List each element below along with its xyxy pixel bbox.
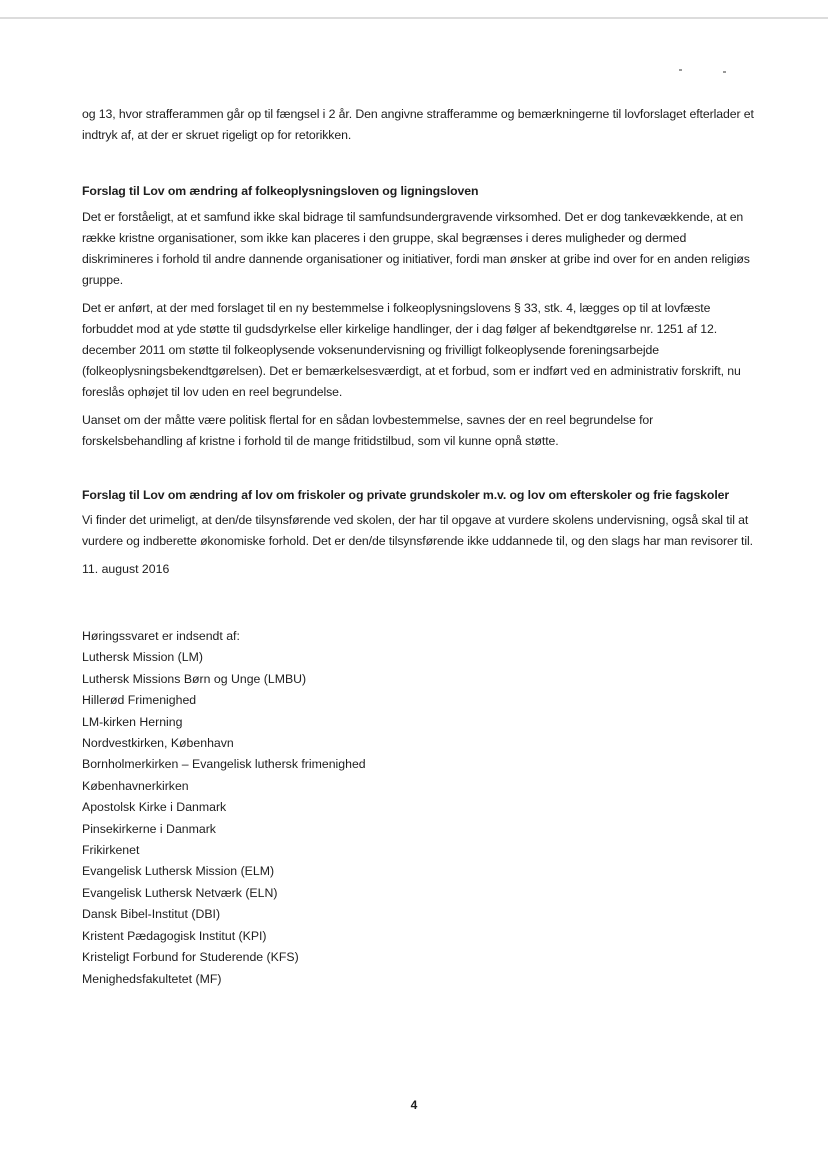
- scan-speck: [679, 69, 682, 71]
- page-number: 4: [410, 1098, 418, 1112]
- document-body: [82, 104, 754, 990]
- section1-paragraph-3: Uanset om der måtte være politisk flertal for en sådan lovbestemmelse, savnes der en reel begrundelse for forskelsbehandling af kristne i forhold til de mange fritidstilbud, som vil kunne opnå støtte.: [82, 413, 654, 448]
- organization-item: Nordvestkirken, København: [82, 736, 234, 751]
- organization-item: Kristeligt Forbund for Studerende (KFS): [82, 950, 299, 965]
- document-date: 11. august 2016: [82, 562, 170, 576]
- section2-paragraph: Vi finder det urimeligt, at den/de tilsynsførende ved skolen, der har til opgave at vurdere skolens undervisning, også skal til at vurdere og indberette økonomiske forhold. Det er den/de tilsynsførende ikke uddannede til, og den slags har man revisorer til.: [82, 513, 753, 548]
- organization-item: Hillerød Frimenighed: [82, 693, 197, 708]
- scan-speck: [723, 71, 726, 73]
- organization-item: LM-kirken Herning: [82, 714, 183, 729]
- organization-item: Københavnerkirken: [82, 778, 189, 793]
- organization-item: Frikirkenet: [82, 843, 140, 858]
- organization-item: Evangelisk Luthersk Netværk (ELN): [82, 885, 278, 900]
- organization-item: Bornholmerkirken – Evangelisk luthersk frimenighed: [82, 757, 366, 772]
- organization-item: Luthersk Mission (LM): [82, 650, 203, 665]
- organization-item: Luthersk Missions Børn og Unge (LMBU): [82, 671, 307, 686]
- submitted-by-label: Høringssvaret er indsendt af:: [82, 629, 240, 643]
- organization-item: Evangelisk Luthersk Mission (ELM): [82, 864, 275, 879]
- organization-item: Menighedsfakultetet (MF): [82, 971, 222, 986]
- organization-item: Kristent Pædagogisk Institut (KPI): [82, 928, 267, 943]
- section1-paragraph-2: Det er anført, at der med forslaget til en ny bestemmelse i folkeoplysningslovens § 33, stk. 4, lægges op til at lovfæste forbuddet mod at yde støtte til gudsdyrkelse eller kirkelige handlinger, der i dag følger af bekendtgørelse nr. 1251 af 12. december 2011 om støtte til folkeoplysende voksenundervisning og frivilligt folkeoplysende foreningsarbejde (folkeoplysningsbekendtgørelsen). Det er bemærkelsesværdigt, at et forbud, som er indført ved en administrativ forskrift, nu foreslås ophøjet til lov uden en reel begrundelse.: [82, 301, 741, 399]
- organization-item: Pinsekirkerne i Danmark: [82, 821, 216, 836]
- section1-paragraph-1: Det er forståeligt, at et samfund ikke skal bidrage til samfundsundergravende virksomhed. Det er dog tankevækkende, at en række kristne organisationer, som ikke kan placeres i den gruppe, skal begrænses i deres muligheder og dermed diskrimineres i forhold til andre dannende organisationer og initiativer, fordi man ønsker at gribe ind over for en anden religiøs gruppe.: [82, 210, 750, 287]
- organization-list: [82, 647, 754, 990]
- scan-edge-line: [0, 17, 828, 19]
- section-heading-folkeoplysning: Forslag til Lov om ændring af folkeoplysningsloven og ligningsloven: [82, 184, 479, 198]
- intro-paragraph: og 13, hvor strafferammen går op til fængsel i 2 år. Den angivne strafferamme og bemærkningerne til lovforslaget efterlader et indtryk af, at der er skruet rigeligt op for retorikken.: [82, 107, 754, 142]
- organization-item: Dansk Bibel-Institut (DBI): [82, 907, 221, 922]
- organization-item: Apostolsk Kirke i Danmark: [82, 800, 227, 815]
- section-heading-friskoler: Forslag til Lov om ændring af lov om friskoler og private grundskoler m.v. og lov om efterskoler og frie fagskoler: [82, 488, 730, 502]
